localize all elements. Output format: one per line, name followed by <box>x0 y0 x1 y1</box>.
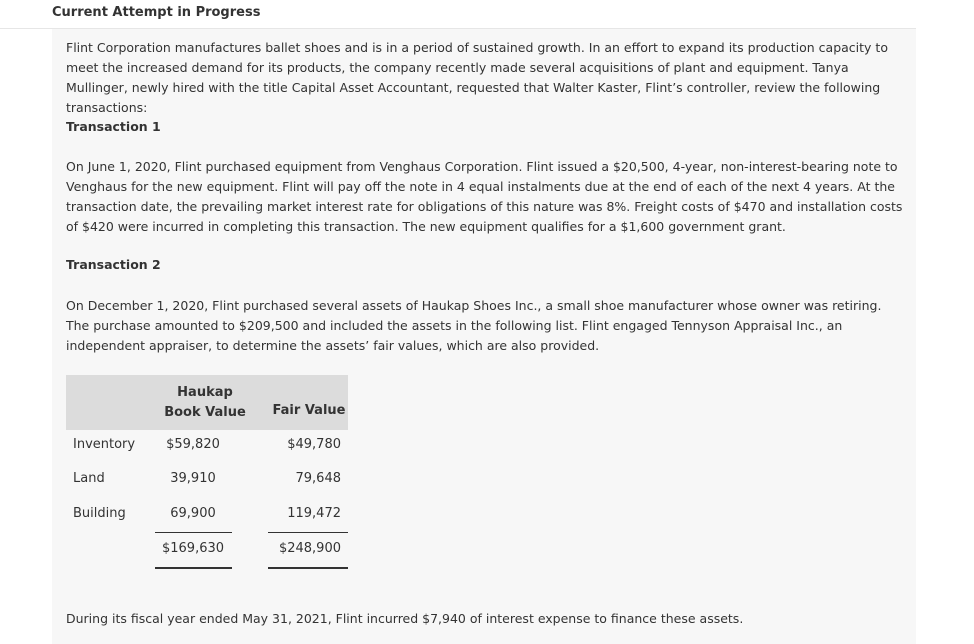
intro-paragraph: Flint Corporation manufactures ballet shoes and is in a period of sustained growth. In an effort to expand its production capacity to meet the increased demand for its products, the company recently made several acquisitions of plant and equipment. Tanya Mullinger, newly hired with the title Capital Asset Accountant, requested that Walter Kaster, Flint’s controller, review the following transactions: <box>66 40 888 115</box>
interest-expense-paragraph: During its fiscal year ended May 31, 2021, Flint incurred $7,940 of interest expense to finance these assets. <box>66 611 744 626</box>
transaction-1-heading: Transaction 1 <box>66 119 161 134</box>
book-subtotal-rule <box>155 532 232 533</box>
fair-value-total: $248,900 <box>278 541 341 556</box>
transaction-2-heading: Transaction 2 <box>66 257 161 272</box>
inventory-book-value: $59,820 <box>166 437 220 452</box>
attempt-header <box>0 0 916 29</box>
row-label-land: Land <box>73 471 105 486</box>
transaction-2-text: On December 1, 2020, Flint purchased several assets of Haukap Shoes Inc., a small shoe manufacturer whose owner was retiring. The purchase amounted to $209,500 and included the assets in the following list. Flint engaged Tennyson Appraisal Inc., an independent appraiser, to determine the assets’ fair values, which are also provided. <box>66 298 882 353</box>
transaction-1-text: On June 1, 2020, Flint purchased equipment from Venghaus Corporation. Flint issued a $20,500, 4-year, non-interest-bearing note to Venghaus for the new equipment. Flint will pay off the note in 4 equal instalments due at the end of each of the next 4 years. At the transaction date, the prevailing market interest rate for obligations of this nature was 8%. Freight costs of $470 and installation costs of $420 were incurred in completing this transaction. The new equipment qualifies for a $1,600 government grant. <box>66 159 903 234</box>
book-value-header-line1: Haukap <box>177 385 233 400</box>
book-value-header-line2: Book Value <box>164 405 246 420</box>
fair-total-rule <box>268 567 348 569</box>
fair-subtotal-rule <box>268 532 348 533</box>
book-value-header <box>157 383 253 423</box>
row-label-building: Building <box>73 506 126 521</box>
building-book-value: 69,900 <box>170 506 216 521</box>
book-value-total: $169,630 <box>161 541 225 556</box>
building-fair-value: 119,472 <box>287 506 341 521</box>
inventory-fair-value: $49,780 <box>287 437 341 452</box>
book-total-rule <box>155 567 232 569</box>
row-label-inventory: Inventory <box>73 437 136 452</box>
land-fair-value: 79,648 <box>295 471 341 486</box>
land-book-value: 39,910 <box>170 471 216 486</box>
attempt-status-title: Current Attempt in Progress <box>52 5 261 20</box>
fair-value-header: Fair Value <box>272 403 346 418</box>
